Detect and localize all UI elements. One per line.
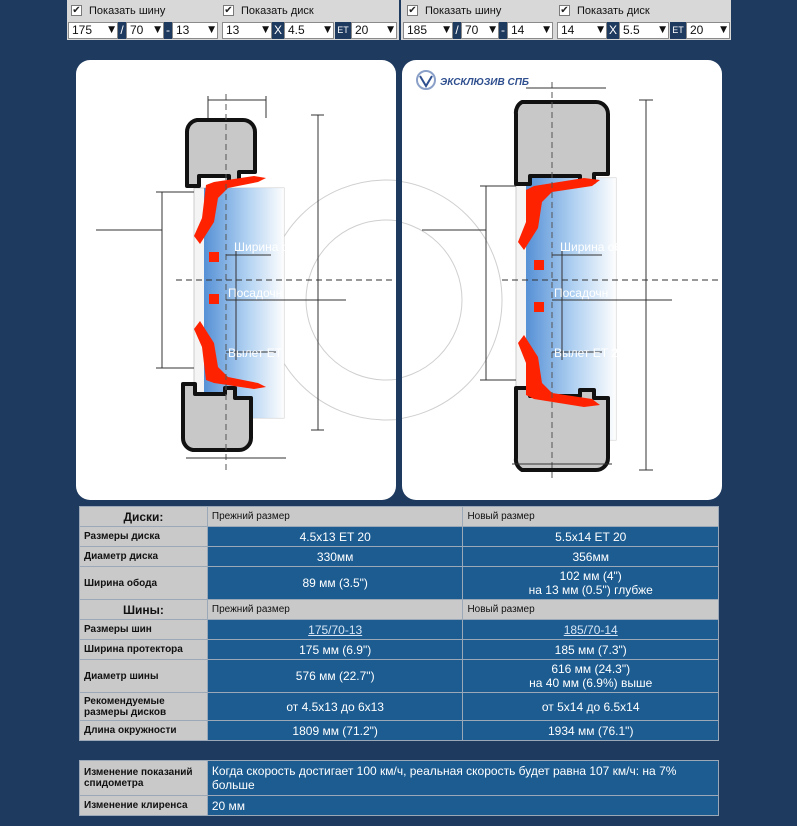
disk-width-value: 5.5 [623,23,640,37]
new-tire-size-link[interactable]: 185/70-14 [563,622,618,637]
row-label: Ширина обода [80,567,208,600]
offset-label: Вылет ET 20 [554,346,625,360]
disks-title: Диски: [80,507,208,527]
et-value: 20 [690,23,704,37]
dash-separator: - [501,23,505,37]
clearance-label: Изменение клиренса [80,796,208,816]
chevron-down-icon: ▼ [262,25,269,35]
old-value: 89 мм (3.5") [207,567,463,600]
new-value: 1934 мм (76.1") [463,721,719,741]
chevron-down-icon: ▼ [108,25,115,35]
row-label: Размеры диска [80,527,208,547]
old-tire-size-link[interactable]: 175/70-13 [308,622,363,637]
mounting-label: Посадочн [554,286,609,300]
tire-rim-select[interactable] [172,22,218,39]
rim-width-label: Ширина об [560,240,622,254]
table-row [80,693,719,721]
col-new-label: Новый размер [463,600,719,620]
tire-width-select[interactable] [403,22,453,39]
disk-diameter-value: 13 [226,23,240,37]
clearance-value: 20 мм [207,796,718,816]
tire-width-select[interactable] [68,22,118,39]
show-tire-checkbox[interactable]: ✔ [72,5,81,16]
new-value: от 5x14 до 6.5x14 [463,693,719,721]
wheel-cross-section-old [76,60,396,500]
table-row [80,527,719,547]
col-old-label: Прежний размер [207,507,463,527]
new-value-cell [463,660,719,693]
show-tire-label: Показать шину [425,5,502,17]
tire-width-value: 185 [407,23,428,37]
et-label: ET [670,22,686,39]
old-value: 175 мм (6.9") [207,640,463,660]
disk-width-select[interactable] [619,22,669,39]
new-value: 102 мм (4") [559,569,622,583]
new-value: 356мм [463,547,719,567]
table-row [80,660,719,693]
tire-profile-select[interactable] [461,22,499,39]
mounting-label: Посадочн [228,286,283,300]
row-label: Ширина протектора [80,640,208,660]
disk-diameter-select[interactable] [222,22,272,39]
new-value: 185 мм (7.3") [463,640,719,660]
disk-width-select[interactable] [284,22,334,39]
row-label: Диаметр диска [80,547,208,567]
table-row [80,761,719,796]
table-row [80,796,719,816]
chevron-down-icon: ▼ [597,25,604,35]
chevron-down-icon: ▼ [154,25,161,35]
wheel-diagram-new [402,60,722,500]
spec-table [79,506,719,741]
old-value: 1809 мм (71.2") [207,721,463,741]
show-disk-label: Показать диск [241,5,314,17]
new-value: 616 мм (24.3") [551,662,631,676]
tire-width-value: 175 [72,23,93,37]
summary-table [79,760,719,816]
old-value: 4.5x13 ET 20 [207,527,463,547]
dash-separator: - [166,23,170,37]
tire-rim-value: 14 [511,23,525,37]
table-row [80,620,719,640]
chevron-down-icon: ▼ [387,25,394,35]
tire-rim-select[interactable] [507,22,553,39]
show-tire-label: Показать шину [89,5,166,17]
rim-width-label: Ширина об [234,240,296,254]
chevron-down-icon: ▼ [443,25,450,35]
col-new-label: Новый размер [463,507,719,527]
new-value: 5.5x14 ET 20 [463,527,719,547]
row-label: Размеры шин [80,620,208,640]
new-value-cell [463,620,719,640]
show-disk-checkbox[interactable]: ✔ [224,5,233,16]
old-value: от 4.5x13 до 6x13 [207,693,463,721]
new-value-note: на 40 мм (6.9%) выше [529,676,653,690]
offset-label: Вылет ET 20 [228,346,299,360]
show-tire-checkbox[interactable]: ✔ [408,5,417,16]
tire-rim-value: 13 [176,23,190,37]
wheel-diagram-old [76,60,396,500]
cut-label: на [180,217,194,231]
table-row [80,721,719,741]
table-row [80,640,719,660]
et-select[interactable] [351,22,397,39]
row-label: Длина окружности [80,721,208,741]
new-value-note: на 13 мм (0.5") глубже [528,583,653,597]
chevron-down-icon: ▼ [720,25,727,35]
wheel-cross-section-new [402,60,722,500]
cut-label: на [502,217,516,231]
table-row [80,567,719,600]
new-value-cell [463,567,719,600]
logo-text: ЭКСКЛЮЗИВ СПБ [440,77,529,88]
col-old-label: Прежний размер [207,600,463,620]
chevron-down-icon: ▼ [489,25,496,35]
tires-title: Шины: [80,600,208,620]
chevron-down-icon: ▼ [208,25,215,35]
et-label: ET [335,22,351,39]
et-select[interactable] [686,22,730,39]
tire-profile-value: 70 [130,23,144,37]
x-separator: X [608,23,617,37]
row-label: Рекомендуемые размеры дисков [80,693,208,721]
et-value: 20 [355,23,369,37]
speedo-label: Изменение показаний спидометра [80,761,208,796]
disk-diameter-value: 14 [561,23,575,37]
show-disk-checkbox[interactable]: ✔ [560,5,569,16]
tire-profile-select[interactable] [126,22,164,39]
controls-left [67,0,399,40]
old-value-cell [207,620,463,640]
chevron-down-icon: ▼ [543,25,550,35]
chevron-down-icon: ▼ [659,25,666,35]
disk-diameter-select[interactable] [557,22,607,39]
disk-width-value: 4.5 [288,23,305,37]
disks-header-row [80,507,719,527]
x-separator: X [273,23,282,37]
tires-header-row [80,600,719,620]
old-value: 330мм [207,547,463,567]
chevron-down-icon: ▼ [324,25,331,35]
show-disk-label: Показать диск [577,5,650,17]
slash-separator: / [118,22,126,39]
table-row [80,547,719,567]
old-value: 576 мм (22.7") [207,660,463,693]
controls-right [401,0,731,40]
speedo-value: Когда скорость достигает 100 км/ч, реальная скорость будет равна 107 км/ч: на 7% больше [207,761,718,796]
logo [417,71,529,89]
slash-separator: / [453,22,461,39]
row-label: Диаметр шины [80,660,208,693]
tire-profile-value: 70 [465,23,479,37]
